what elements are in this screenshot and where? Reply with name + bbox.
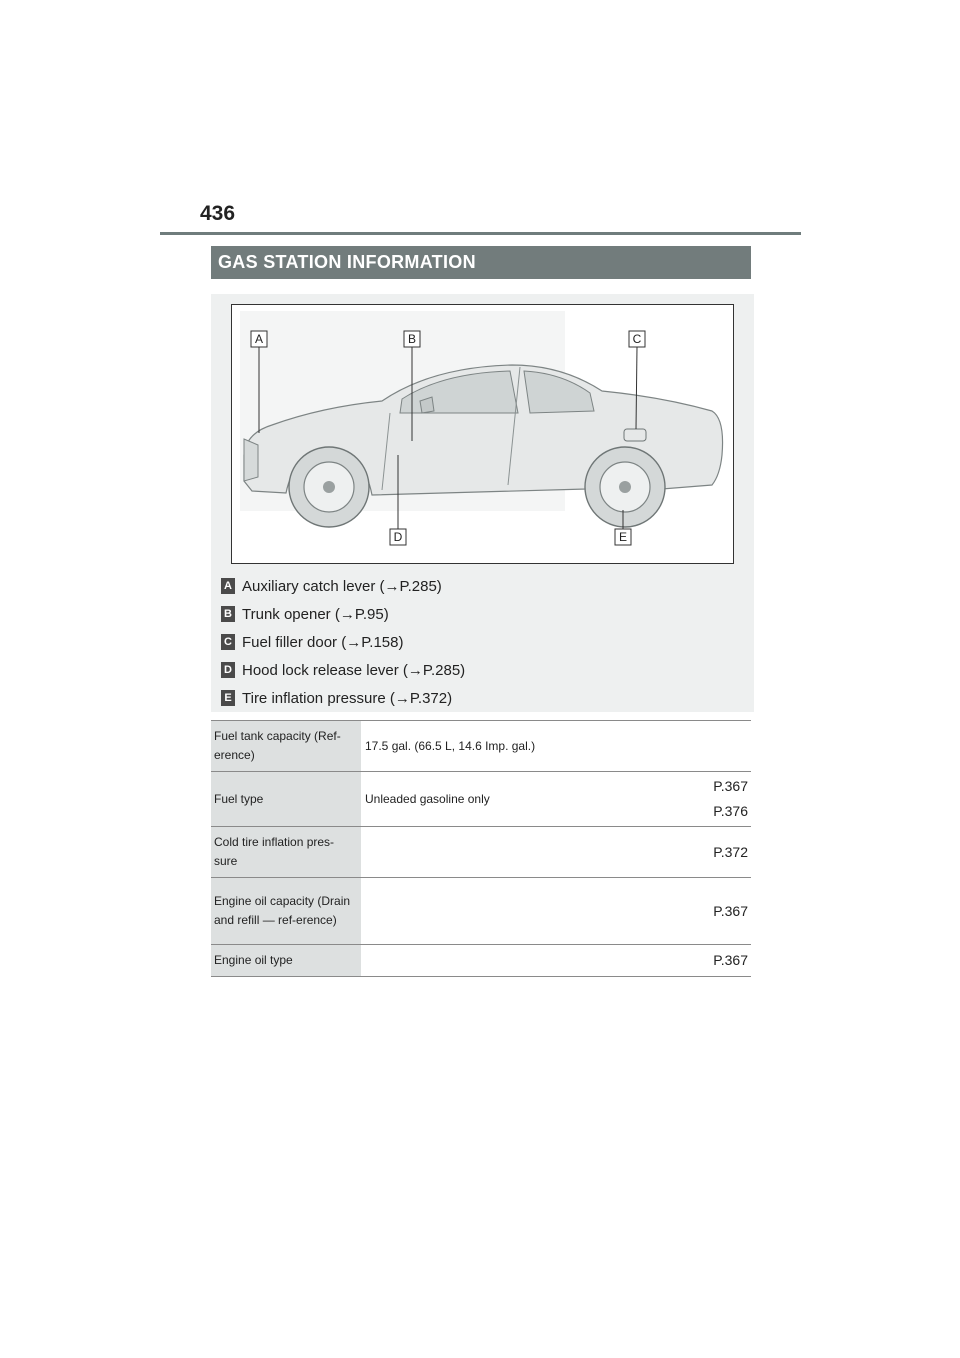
legend-text: Fuel filler door (→P.158): [242, 633, 404, 651]
page-ref-link[interactable]: P.367: [713, 902, 748, 919]
page-ref-link[interactable]: P.367: [713, 952, 748, 968]
legend-key: D: [221, 662, 235, 678]
spec-ref: [681, 827, 751, 878]
page-ref-link[interactable]: P.376: [713, 803, 748, 819]
spec-value: [361, 827, 681, 878]
page-ref-link[interactable]: P.372: [713, 843, 748, 860]
page-ref-link[interactable]: P.367: [713, 778, 748, 794]
car-figure: [231, 304, 734, 564]
spec-ref: [681, 878, 751, 945]
spec-label: Engine oil capacity (Drain and refill — ref-erence): [211, 878, 361, 945]
legend-text: Trunk opener (→P.95): [242, 605, 389, 623]
table-row: [211, 772, 751, 827]
legend-item: [221, 572, 741, 600]
callout-b-label: B: [407, 332, 417, 346]
spec-value: 17.5 gal. (66.5 L, 14.6 Imp. gal.): [365, 739, 536, 753]
legend-key: E: [221, 690, 235, 706]
legend-key: C: [221, 634, 235, 650]
callout-a-label: A: [254, 332, 264, 346]
section-title: GAS STATION INFORMATION: [211, 246, 751, 279]
spec-value: [361, 945, 681, 977]
table-row: [211, 827, 751, 878]
page-number: 436: [200, 202, 236, 225]
spec-ref: [681, 772, 751, 827]
legend-key: B: [221, 606, 235, 622]
legend-text: Hood lock release lever (→P.285): [242, 661, 466, 679]
header-rule: [160, 232, 801, 235]
legend-text: Tire inflation pressure (→P.372): [242, 689, 453, 707]
spec-label: Fuel tank capacity (Ref-erence): [211, 721, 361, 772]
spec-label: Cold tire inflation pres-sure: [211, 827, 361, 878]
legend-item: [221, 600, 741, 628]
table-row: [211, 721, 751, 772]
table-row: [211, 878, 751, 945]
legend-item: [221, 684, 741, 712]
car-side-illustration: [232, 305, 735, 565]
table-row: [211, 945, 751, 977]
legend-key: A: [221, 578, 235, 594]
callout-c-label: C: [632, 332, 642, 346]
callout-d-label: D: [393, 530, 403, 544]
spec-ref: [681, 945, 751, 977]
figure-legend: [221, 572, 741, 712]
legend-item: [221, 656, 741, 684]
spec-ref: [681, 721, 751, 772]
spec-label: Engine oil type: [211, 945, 361, 977]
spec-value: [361, 878, 681, 945]
spec-table: [211, 720, 751, 977]
spec-value: Unleaded gasoline only: [365, 792, 490, 806]
legend-text: Auxiliary catch lever (→P.285): [242, 577, 442, 595]
legend-item: [221, 628, 741, 656]
spec-label: Fuel type: [211, 772, 361, 827]
callout-e-label: E: [618, 530, 628, 544]
